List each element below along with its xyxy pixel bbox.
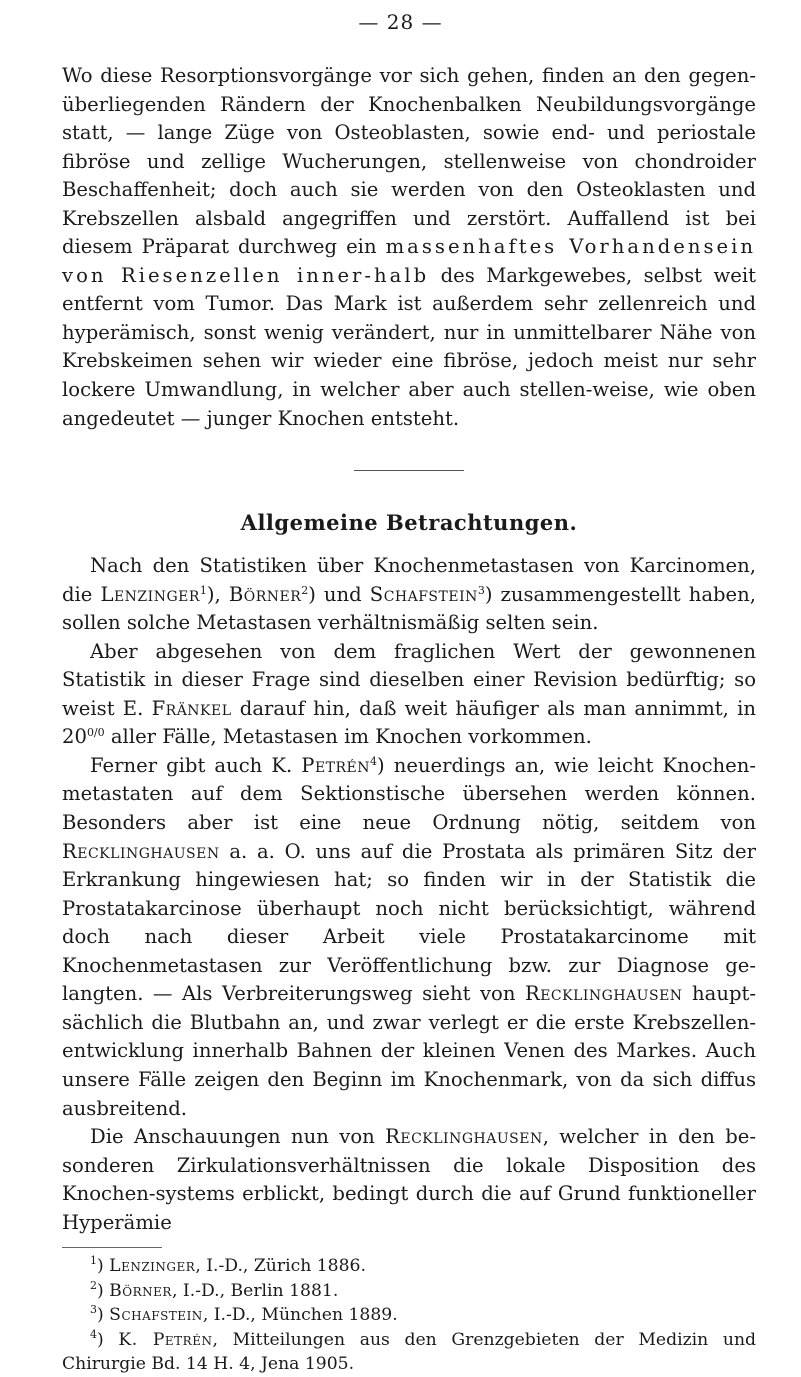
footnote-text: , Mitteilungen aus den Grenzgebieten der Medizin und Chirurgie Bd. 14 H. 4, Jena 1905. bbox=[62, 1329, 757, 1375]
footnote-author: Schafstein bbox=[109, 1305, 203, 1326]
section-heading: Allgemeine Betrachtungen. bbox=[240, 510, 578, 536]
para2-text-3: ) und bbox=[308, 582, 370, 606]
author-boerner: Börner bbox=[228, 582, 302, 606]
footnote-text: , I.-D., Zürich 1886. bbox=[195, 1256, 366, 1277]
author-recklinghausen-2: Recklinghausen bbox=[524, 982, 683, 1006]
footnote-text: , I.-D., Berlin 1881. bbox=[171, 1280, 339, 1301]
para4-text-1: Ferner gibt auch K. bbox=[90, 753, 302, 777]
footnote-4: $^4$) K. Petrén, Mitteilungen aus den Grenzgebieten der Medizin und Chirurgie Bd. 14 H. 4, Jena 1905. bbox=[62, 1327, 757, 1375]
paragraph-5 bbox=[62, 1123, 756, 1237]
footnote-number: 4 bbox=[90, 1327, 97, 1341]
footnote-ref-4: 4 bbox=[370, 754, 378, 768]
footnote-3: $^3$) Schafstein, I.-D., München 1889. bbox=[90, 1303, 398, 1326]
page-number: — 28 — bbox=[358, 10, 443, 34]
section-divider bbox=[354, 470, 464, 471]
author-lenzinger: Lenzinger bbox=[100, 582, 200, 606]
footnote-number: 1 bbox=[90, 1254, 97, 1268]
footnote-author: Börner bbox=[109, 1280, 172, 1301]
para1-emphasis: massenhaftes Vorhandensein von Riesenzellen inner-halb bbox=[62, 235, 756, 287]
para4-text-3: a. a. O. uns auf die Prostata als primären Sitz der Erkrankung hingewiesen hat; so finden wir in der Statistik die Prostatakarcinose überhaupt noch nicht berücksichtigt, während doch nach dieser Arbeit viele Prostatakarcinome mit Knochenmetastasen zur Veröffentlichung bzw. zur Diagnose ge-langten. — Als Verbreiterungsweg sieht von bbox=[62, 839, 756, 1006]
para5-text-2: , welcher in den be-sonderen Zirkulationsverhältnissen die lokale Disposition des Knochen-systems erblickt, bedingt durch die auf Grund funktioneller Hyperämie bbox=[62, 1125, 756, 1234]
author-petren: Petrén bbox=[301, 753, 371, 777]
para4-text-2: ) neuerdings an, wie leicht Knochen-metastaten auf dem Sektionstische übersehen werden können. Besonders aber ist eine neue Ordnung nötig, seitdem von bbox=[62, 753, 756, 835]
footnote-ref-1: 1 bbox=[199, 583, 207, 597]
para2-text-1: Nach den Statistiken über Knochenmetastasen von Karcinomen, die bbox=[62, 554, 756, 606]
para3-text-1: Aber abgesehen von dem fraglichen Wert der gewonnenen Statistik in dieser Frage sind dieselben einer Revision bedürftig; so weist E. bbox=[62, 639, 756, 720]
footnote-ref-3: 3 bbox=[477, 583, 485, 597]
footnote-author: Lenzinger bbox=[109, 1256, 196, 1277]
footnote-2: $^2$) Börner, I.-D., Berlin 1881. bbox=[90, 1278, 339, 1301]
para1-text-a: Wo diese Resorptionsvorgänge vor sich gehen, finden an den gegen-überliegenden Rändern der Knochenbalken Neubildungsvorgänge statt, — lange Züge von Osteoblasten, sowie end- und periostale fibröse und zellige Wucherungen, stellenweise von chondroider Beschaffenheit; doch auch sie werden von den Osteoklasten und Krebszellen alsbald angegriffen und zerstört. Auffallend ist bei diesem Präparat durchweg ein bbox=[62, 64, 756, 259]
author-recklinghausen-3: Recklinghausen bbox=[385, 1125, 543, 1149]
percent-sign: 0/0 bbox=[86, 726, 105, 740]
author-recklinghausen: Recklinghausen bbox=[62, 839, 220, 863]
para5-text-1: Die Anschauungen nun von bbox=[90, 1125, 386, 1149]
paragraph-4 bbox=[62, 752, 756, 1123]
body-text bbox=[62, 62, 756, 1377]
author-fraenkel: Fränkel bbox=[151, 696, 232, 720]
footnote-divider bbox=[62, 1247, 162, 1248]
para2-text-2: ), bbox=[206, 582, 229, 606]
para3-text-3: aller Fälle, Metastasen im Knochen vorkommen. bbox=[104, 725, 592, 749]
footnote-number: 3 bbox=[90, 1303, 97, 1317]
paragraph-2 bbox=[62, 552, 756, 638]
footnote-1: $^1$) Lenzinger, I.-D., Zürich 1886. bbox=[90, 1254, 366, 1277]
para1-text-b: des Markgewebes, selbst weit entfernt vom Tumor. Das Mark ist außerdem sehr zellenreich und hyperämisch, sonst wenig verändert, nur in unmittelbarer Nähe von Krebskeimen sehen wir wieder eine fibröse, jedoch meist nur sehr lockere Umwandlung, in welcher aber auch stellen-weise, wie oben angedeutet — junger Knochen entsteht. bbox=[62, 263, 756, 430]
footnote-ref-2: 2 bbox=[301, 583, 309, 597]
paragraph-3 bbox=[62, 638, 756, 752]
para3-text-2: darauf hin, daß weit häufiger als man annimmt, in 20 bbox=[62, 696, 756, 749]
footnote-text: , I.-D., München 1889. bbox=[202, 1305, 398, 1326]
para4-text-4: haupt-sächlich die Blutbahn an, und zwar verlegt er die erste Krebszellen-entwicklung innerhalb Bahnen der kleinen Venen des Markes. Auch unsere Fälle zeigen den Beginn im Knochenmark, von da sich diffus ausbreitend. bbox=[62, 982, 756, 1120]
footnote-author: K. Petrén bbox=[118, 1329, 213, 1350]
author-schafstein: Schafstein bbox=[369, 582, 478, 606]
para2-text-4: ) zusammengestellt haben, sollen solche Metastasen verhältnismäßig selten sein. bbox=[62, 582, 757, 635]
paragraph-1 bbox=[62, 62, 756, 433]
footnotes bbox=[62, 1254, 756, 1377]
footnote-number: 2 bbox=[90, 1278, 97, 1292]
